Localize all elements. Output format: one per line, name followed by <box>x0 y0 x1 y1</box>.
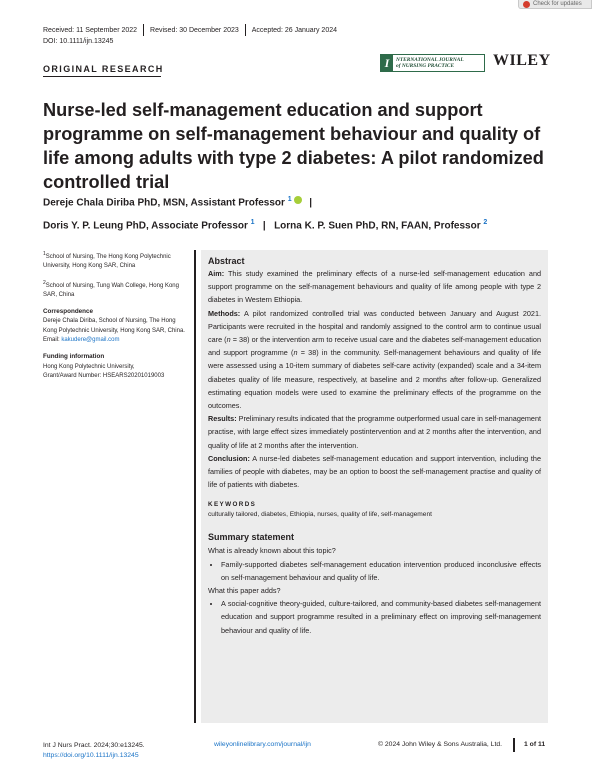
author-line-1 <box>43 190 553 213</box>
funding-block <box>43 352 189 381</box>
check-updates-icon <box>523 1 530 8</box>
keywords-text: culturally tailored, diabetes, Ethiopia, nurses, quality of life, self-management <box>208 511 432 519</box>
author-separator: | <box>262 220 266 232</box>
methods-n: n <box>226 335 231 345</box>
summary-list-1 <box>208 558 541 584</box>
sidebar-info <box>43 250 189 388</box>
methods-text: A pilot randomized controlled trial was conducted between January and August 2021. Participants were recruited in the hospital and randomly assigned to the control arm to continue usual care ( <box>208 308 541 345</box>
methods-n: n <box>293 348 298 358</box>
results-text: Preliminary results indicated that the programme outperformed usual care in self-management practise, with large effect sizes immediately postintervention and at 2 months after the intervention, and quality of life at 2 months after the intervention. <box>208 414 541 450</box>
page-number: 1 of 11 <box>524 741 546 748</box>
summary-bullet: • A social-cognitive theory-guided, culture-tailored, and community-based diabetes self-management education and support programme resulted in a preliminary effect on improving self-management behaviour and quality of life. <box>221 597 541 637</box>
summary-question-1: What is already known about this topic? <box>208 546 336 556</box>
abstract-heading: Abstract <box>208 256 245 266</box>
date-separator <box>245 24 246 36</box>
funding-heading: Funding information <box>43 353 105 361</box>
journal-logo <box>380 54 485 72</box>
funding-text-1: Hong Kong Polytechnic University, <box>43 363 135 370</box>
correspondence-heading: Correspondence <box>43 308 94 316</box>
conclusion-text: A nurse-led diabetes self-management education and support intervention, including the families of people with diabetes, may be an option to boost the self-management practise and quality of life of patients with diabetes. <box>208 453 541 490</box>
article-doi: DOI: 10.1111/ijn.13245 <box>43 38 114 45</box>
author-affiliation-mark: 1 <box>250 219 255 227</box>
journal-logo-initial: I <box>381 55 393 71</box>
accepted-date: Accepted: 26 January 2024 <box>251 26 337 34</box>
section-underline <box>43 76 161 77</box>
author-line-2 <box>43 213 553 236</box>
author-separator: | <box>309 197 312 209</box>
orcid-icon[interactable] <box>294 196 302 204</box>
affiliation-1 <box>43 250 189 272</box>
email-link[interactable]: kakudere@gmail.com <box>61 337 120 344</box>
summary-heading: Summary statement <box>208 532 295 543</box>
author-affiliation-mark: 1 <box>287 196 292 203</box>
article-dates <box>43 24 337 36</box>
journal-logo-line1: NTERNATIONAL JOURNAL <box>396 57 464 63</box>
author-name: Dereje Chala Diriba PhD, MSN, Assistant Professor <box>43 197 285 209</box>
summary-bullet: • Family-supported diabetes self-management education intervention produced inconclusive effects on self-management behaviour and quality of life. <box>221 558 541 584</box>
doi-link[interactable]: https://doi.org/10.1111/ijn.13245 <box>43 752 139 759</box>
affiliation-text: School of Nursing, Tung Wah College, Hong Kong SAR, China <box>43 282 179 298</box>
revised-date: Revised: 30 December 2023 <box>150 26 239 34</box>
author-name: Doris Y. P. Leung PhD, Associate Professor <box>43 220 248 232</box>
aim-text: This study examined the preliminary effects of a nurse-led self-management education and support programme on the self-management behaviours and quality of life among people with type 2 diabetes in Western Ethiopia. <box>208 269 542 305</box>
date-separator <box>143 24 144 36</box>
affiliation-number: 1 <box>43 251 46 257</box>
abstract-box <box>201 250 548 723</box>
publisher-logo: WILEY <box>493 52 551 69</box>
results-label: Results: <box>208 414 237 424</box>
affiliation-number: 2 <box>43 279 46 286</box>
conclusion-label: Conclusion: <box>208 453 250 463</box>
received-date: Received: 11 September 2022 <box>43 26 138 34</box>
funding-text-2: Grant/Award Number: HSEARS20201019003 <box>43 372 165 379</box>
correspondence-block <box>43 307 189 345</box>
methods-text: = 38) or the intervention arm to receive usual care and the diabetes self-management education and support programme ( <box>208 335 541 358</box>
check-for-updates-badge[interactable] <box>518 0 592 9</box>
aim-label: Aim: <box>208 269 225 278</box>
journal-site-link[interactable]: wileyonlinelibrary.com/journal/ijn <box>214 741 311 748</box>
journal-logo-line2: of NURSING PRACTICE <box>396 63 455 69</box>
footer-separator <box>513 738 515 752</box>
check-updates-label: Check for updates <box>533 0 582 7</box>
citation-text: Int J Nurs Pract. 2024;30:e13245. <box>43 742 145 749</box>
abstract-methods <box>208 307 541 413</box>
abstract-results <box>208 412 541 452</box>
methods-label: Methods: <box>208 308 241 318</box>
summary-list-2 <box>208 597 541 637</box>
methods-text: = 38) in the community. Self-management behaviours and quality of life were assessed using a 10-item summary of diabetes self-care activity (expanded) scale and a 34-item diabetes quality of life measure, respectively, at baseline and 2 months after follow-up. Generalized estimating equation models were used to examine the preliminary effects of the programme on the outcomes. <box>208 348 541 411</box>
copyright-text: © 2024 John Wiley & Sons Australia, Ltd. <box>378 741 503 748</box>
footer-citation <box>43 741 145 761</box>
article-title: Nurse-led self-management education and support programme on self-management behaviour and quality of life among adults with type 2 diabetes: A pilot randomized controlled trial <box>43 100 544 192</box>
summary-question-2: What this paper adds? <box>208 586 281 596</box>
column-divider <box>194 250 196 723</box>
keywords-heading: KEYWORDS <box>208 501 257 509</box>
email-label: Email: <box>43 337 62 344</box>
author-affiliation-mark: 2 <box>483 219 488 227</box>
author-list <box>43 190 553 237</box>
section-label: ORIGINAL RESEARCH <box>43 64 164 74</box>
correspondence-text: Dereje Chala Diriba, School of Nursing, The Hong Kong Polytechnic University, Hong Kong SAR, China. <box>43 318 185 334</box>
journal-logo-text <box>393 57 464 69</box>
abstract-conclusion <box>208 452 541 492</box>
affiliation-text: School of Nursing, The Hong Kong Polytechnic University, Hong Kong SAR, China <box>43 254 171 270</box>
author-name: Lorna K. P. Suen PhD, RN, FAAN, Professor <box>274 220 481 232</box>
affiliation-2 <box>43 279 189 301</box>
abstract-aim <box>208 267 541 307</box>
